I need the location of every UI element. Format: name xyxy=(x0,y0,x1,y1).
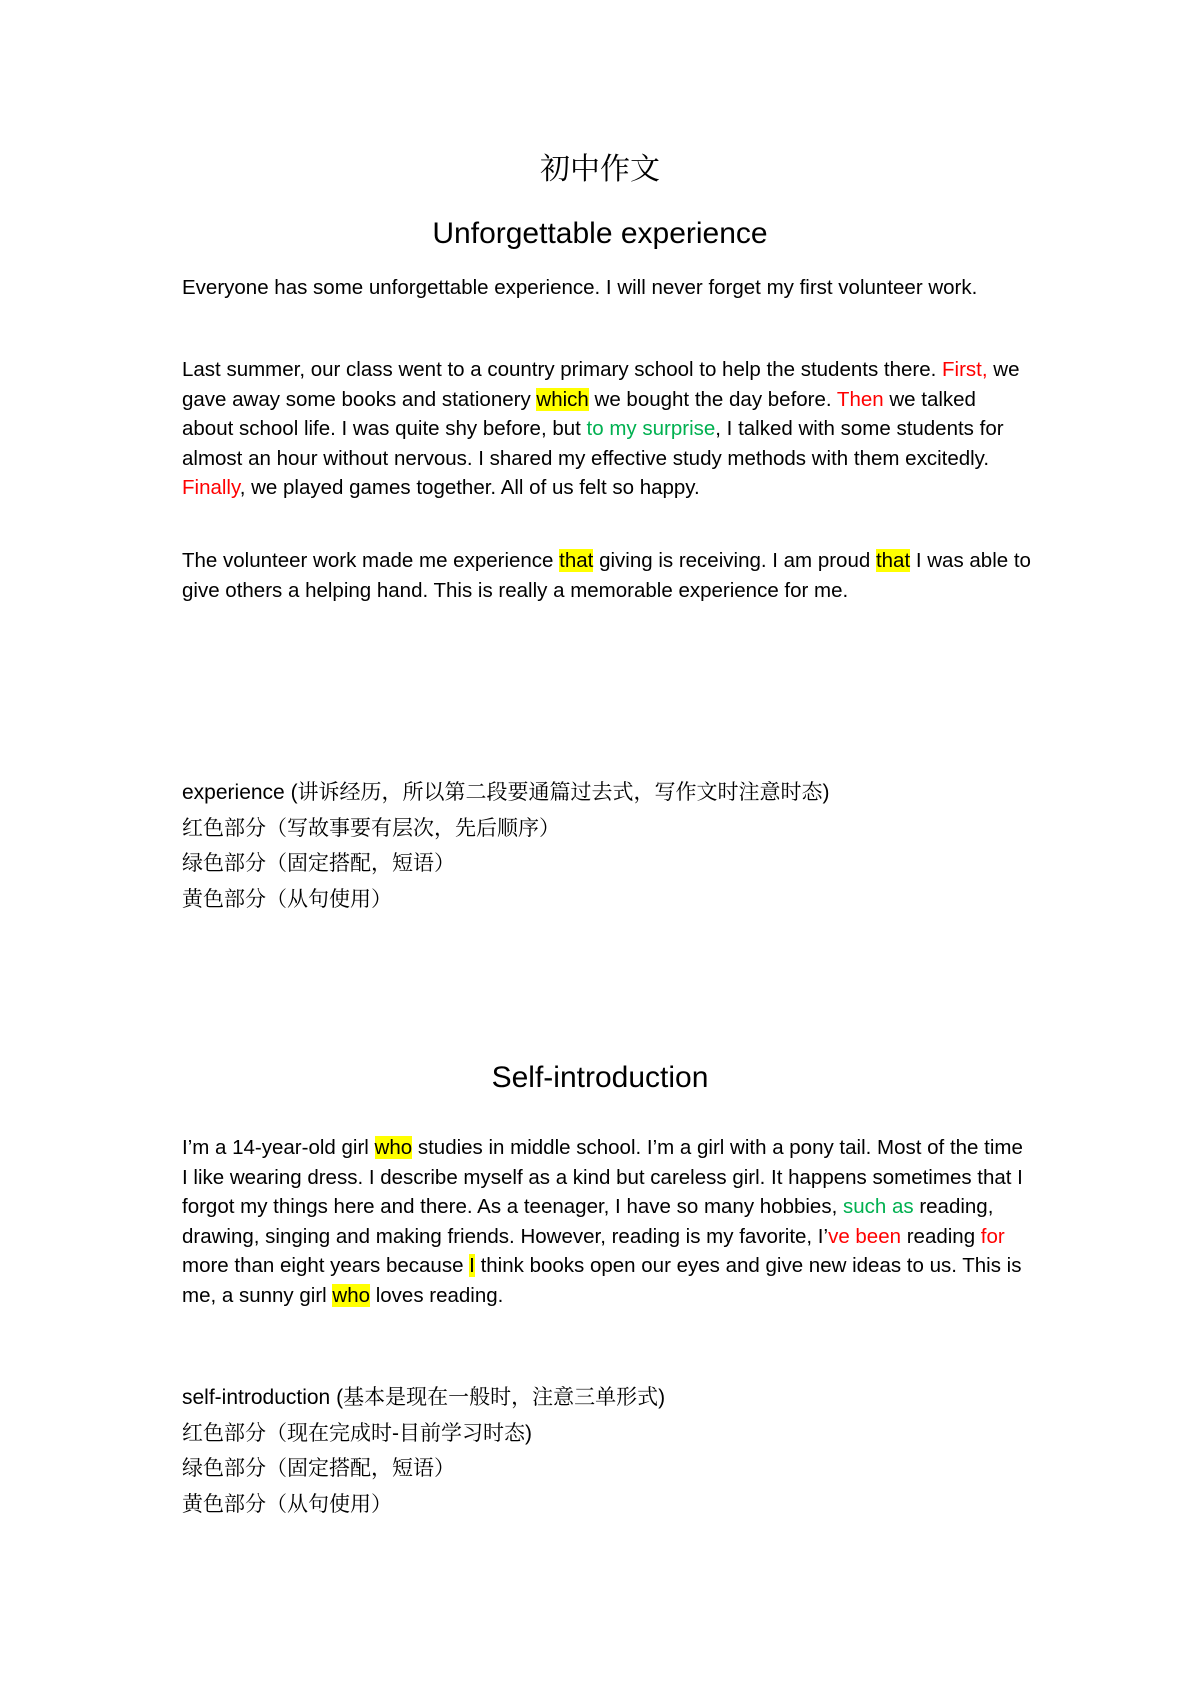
clause-word-that: that xyxy=(875,549,911,572)
essay1-paragraph-3 xyxy=(182,546,1032,605)
essay1-notes xyxy=(182,775,1032,917)
tense-marker-ve-been: ve been xyxy=(828,1224,902,1248)
text-run: , we played games together. All of us felt so happy. xyxy=(239,476,700,499)
phrase-to-my-surprise: to my surprise xyxy=(586,417,716,440)
essay1-title: Unforgettable experience xyxy=(432,217,768,250)
phrase-such-as: such as xyxy=(842,1195,914,1218)
sequence-word-finally: Finally xyxy=(182,476,240,499)
text-run: we bought the day before. xyxy=(588,387,832,411)
note-line: self-introduction (基本是现在一般时，注意三单形式) xyxy=(182,1386,666,1409)
text-run: think books open our eyes and give new ideas to us. This is me, a sunny girl xyxy=(182,1254,1022,1307)
clause-word-that: that xyxy=(559,549,594,572)
tense-marker-for: for xyxy=(980,1224,1005,1248)
note-line: 红色部分（现在完成时-目前学习时态) xyxy=(182,1421,532,1445)
note-line: 红色部分（写故事要有层次，先后顺序） xyxy=(182,816,560,840)
note-line: 黄色部分（从句使用） xyxy=(182,1492,392,1516)
text-run: studies in middle school. I’m a girl with a pony tail. Most of the time I like wearing dress. I describe myself as a kind but careless girl. It happens sometimes that I forgot my things here and there. As a teenager, I have so many hobbies, xyxy=(182,1136,1023,1218)
note-line: experience (讲诉经历，所以第二段要通篇过去式，写作文时注意时态) xyxy=(182,781,830,804)
essay2-paragraph xyxy=(182,1133,1032,1310)
sequence-word-then: Then xyxy=(836,387,884,411)
clause-word-who: who xyxy=(332,1283,371,1307)
text-run: we gave away some books and stationery xyxy=(182,358,1020,411)
note-line: 黄色部分（从句使用） xyxy=(182,887,392,911)
text-run: we talked about school life. I was quite shy before, but xyxy=(182,387,976,440)
note-line: 绿色部分（固定搭配，短语） xyxy=(182,852,455,875)
text-run: reading, drawing, singing and making friends. However, reading is my favorite, I’ xyxy=(182,1195,994,1248)
essay1-paragraph-1: Everyone has some unforgettable experience. I will never forget my first volunteer work. xyxy=(182,276,978,299)
note-line: 绿色部分（固定搭配，短语） xyxy=(182,1457,455,1480)
text-run: The volunteer work made me experience xyxy=(182,549,560,572)
text-run: more than eight years because xyxy=(182,1254,470,1277)
text-run: I’m a 14-year-old girl xyxy=(182,1136,375,1159)
clause-word-i: I xyxy=(469,1254,475,1277)
essay2-title: Self-introduction xyxy=(491,1061,709,1094)
essay1-paragraph-2 xyxy=(182,355,1032,503)
sequence-word-first: First, xyxy=(942,358,988,381)
clause-word-which: which xyxy=(536,387,589,411)
document-title: 初中作文 xyxy=(540,153,660,186)
text-run: I was able to give others a helping hand. This is really a memorable experience for me. xyxy=(182,549,1031,602)
clause-word-who: who xyxy=(374,1136,413,1159)
essay2-notes xyxy=(182,1380,1032,1522)
text-run: reading xyxy=(901,1224,981,1248)
text-run: Last summer, our class went to a country primary school to help the students there. xyxy=(182,358,937,381)
text-run: giving is receiving. I am proud xyxy=(593,549,876,572)
text-run: , I talked with some students for almost an hour without nervous. I shared my effective study methods with them excitedly. xyxy=(182,417,1004,470)
text-run: loves reading. xyxy=(370,1283,504,1307)
